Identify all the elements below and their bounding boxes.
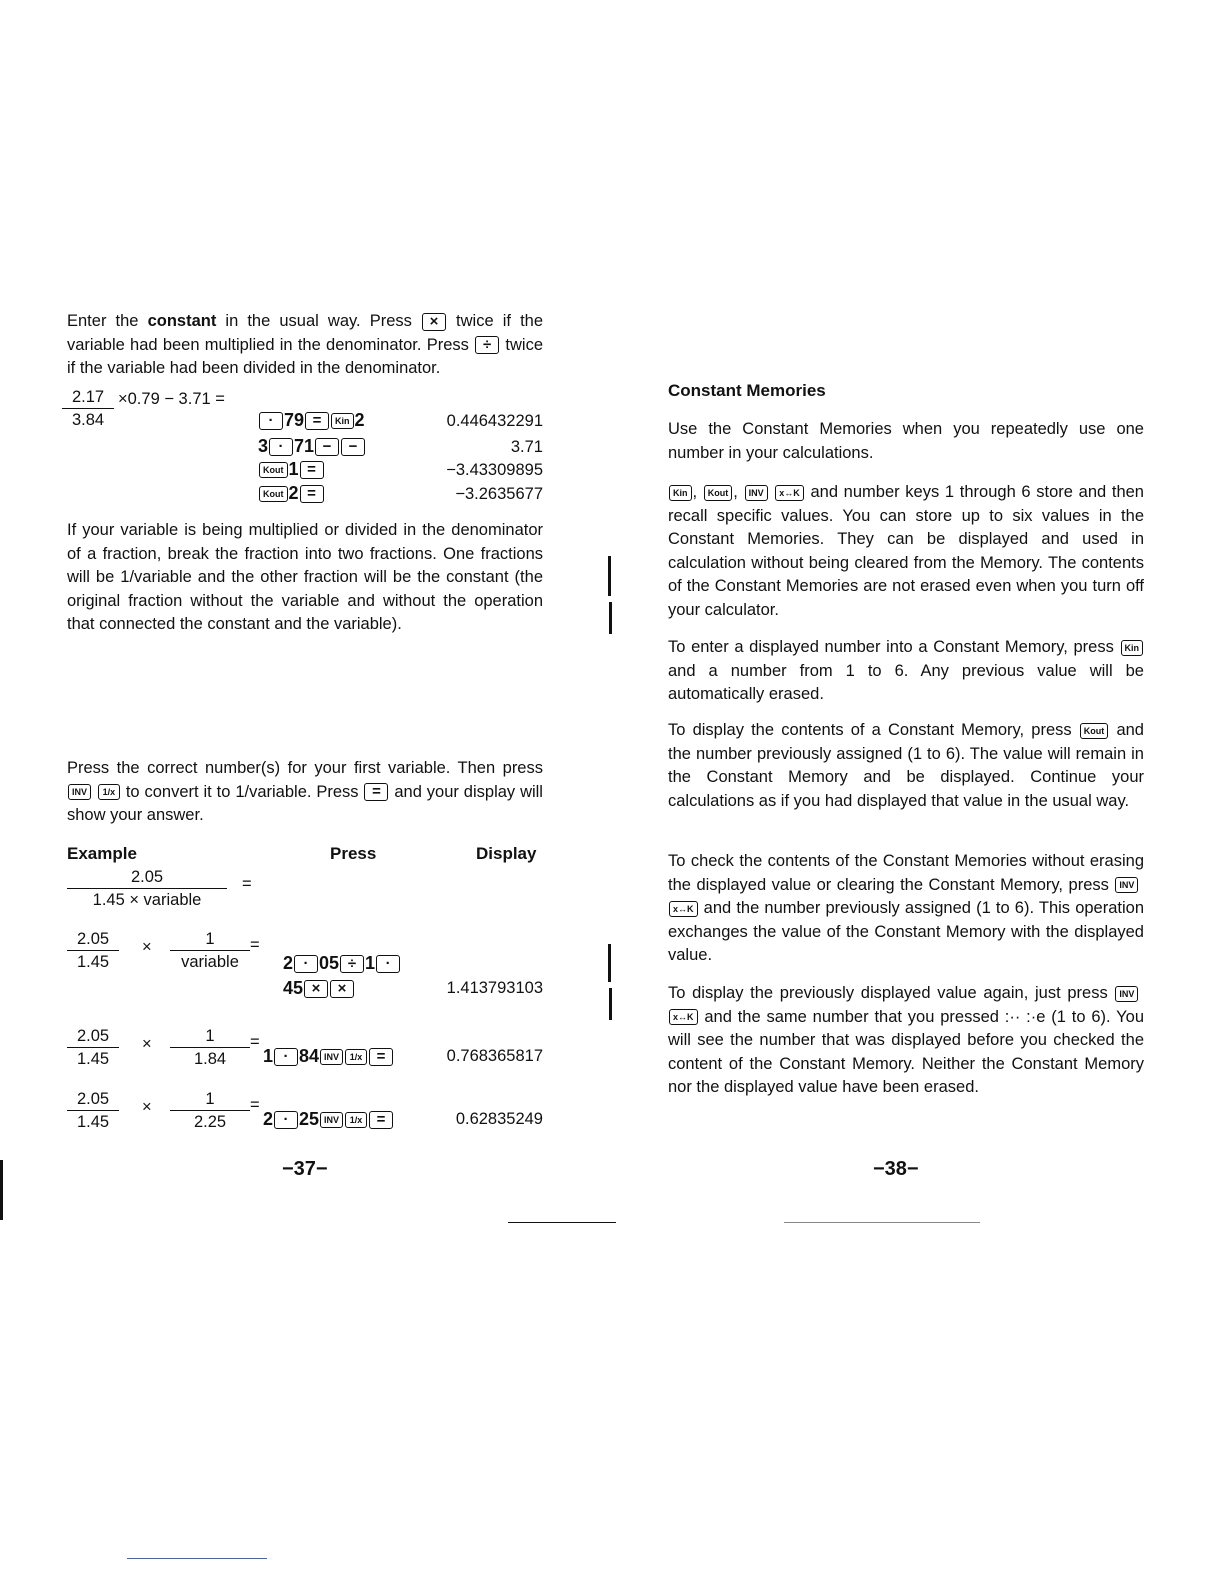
fraction-denominator: variable [181, 953, 239, 971]
fraction-variable [170, 928, 250, 973]
top-row-2-key-2: = [300, 461, 324, 479]
display-value: 1.413793103 [446, 979, 543, 997]
top-display-value: −3.2635677 [455, 485, 543, 503]
ex2-l1-key-4: 1/x [345, 1112, 367, 1128]
ex2-l1-digits-2: 25 [299, 1109, 320, 1129]
p3-text-c: and your display will show your answer. [67, 782, 543, 824]
top-display-value: −3.43309895 [446, 461, 543, 479]
top-press-row [258, 459, 325, 480]
ex2-l1-key-3: INV [320, 1112, 343, 1128]
p2-bold-constant: constant [147, 312, 217, 330]
sep-1: , [692, 483, 698, 501]
p6-right-a: To display the previously displayed value again, just press [668, 984, 1115, 1002]
ex0-l1-digits-2: 05 [319, 953, 340, 973]
p6-right-b: and the same number that you pressed :·· :·e (1 to 6). You will see the number that was displayed before you checked the content of the Constant Memory. Neither the Constant Memory nor the displayed value have been erased. [668, 1007, 1144, 1096]
ex1-l1-key-5: = [369, 1048, 393, 1066]
top-display-value: 3.71 [510, 438, 543, 456]
ex1-l1-key-4: 1/x [345, 1049, 367, 1065]
fraction-constant [67, 1025, 119, 1070]
p3-text-a: Press the correct number(s) for your first variable. Then press [67, 759, 543, 777]
p4-right-a: To display the contents of a Constant Memory, press [668, 721, 1079, 739]
top-row-0-key-0: · [259, 412, 283, 430]
p2-right-text: and number keys 1 through 6 store and then recall specific values. You can store up to six values in the Constant Memories. They can be displayed and used in calculation without being cleared from the Memory. The contents of the Constant Memories are not erased even when you turn off your calculator. [668, 483, 1144, 619]
paragraph-check-memory [668, 850, 1144, 968]
fraction-numerator: 1 [170, 928, 250, 951]
ex0-l1-digits-0: 2 [283, 953, 294, 973]
paragraph-enter-memory [668, 636, 1144, 707]
top-row-2-digits-1: 1 [288, 459, 299, 479]
inv-key-2: INV [745, 485, 768, 501]
paragraph-display-memory [668, 719, 1144, 813]
edge-mark [0, 1160, 3, 1220]
gutter-mark-3 [608, 944, 611, 982]
top-row-0-digits-4: 2 [354, 410, 365, 430]
ex0-l1-key-5: · [376, 955, 400, 973]
kout-key-2: Kout [1080, 723, 1109, 739]
p2-text-c: twice if the variable had been multiplied in the denominator. Press [67, 312, 544, 354]
fraction-constant [67, 928, 119, 973]
fraction-variable [170, 1088, 250, 1133]
top-row-1-key-1: · [269, 438, 293, 456]
kin-key-2: Kin [1121, 640, 1144, 656]
exchange-key: x↔K [775, 485, 804, 501]
paragraph-display-previous [668, 982, 1144, 1100]
ex2-l1-key-5: = [369, 1111, 393, 1129]
p2-text-d: twice if the variable had been divided in the denominator. [67, 335, 543, 377]
top-row-1-key-3: − [315, 438, 339, 456]
times-sign: × [142, 1035, 152, 1053]
press-sequence [283, 953, 401, 974]
top-example-fraction [62, 386, 114, 431]
fraction-numerator: 2.05 [67, 928, 119, 951]
p5-right-b: and the number previously assigned (1 to 6). This operation exchanges the value of the Constant Memory with the displayed value. [668, 899, 1144, 964]
top-row-0-digits-1: 79 [284, 410, 305, 430]
ex2-l1-key-1: · [274, 1111, 298, 1129]
ex0-l1-key-3: ÷ [340, 955, 364, 973]
top-row-0-key-3: Kin [331, 413, 354, 429]
exchange-key-2: x↔K [669, 901, 698, 917]
divide-key: ÷ [475, 336, 499, 354]
paragraph-intro: Use the Constant Memories when you repeatedly use one number in your calculations. [668, 420, 1144, 462]
paragraph-keys [668, 481, 1144, 622]
top-display-value: 0.446432291 [446, 412, 543, 430]
top-row-0-key-2: = [305, 412, 329, 430]
times-sign: × [142, 938, 152, 956]
ex1-l1-key-1: · [274, 1048, 298, 1066]
example-numerator: 2.05 [67, 866, 227, 889]
bottom-rule-left [508, 1222, 616, 1223]
top-row-1-key-4: − [341, 438, 365, 456]
p5-right-a: To check the contents of the Constant Memories without erasing the displayed value or clearing the Constant Memory, press [668, 852, 1144, 894]
paragraph-first-variable [67, 757, 543, 828]
top-row-3-key-2: = [300, 485, 324, 503]
equals-sign: = [250, 1096, 260, 1114]
kin-key: Kin [669, 485, 692, 501]
ex0-l1-key-1: · [294, 955, 318, 973]
display-value: 0.62835249 [455, 1110, 543, 1128]
ex0-l2-key-1: × [304, 980, 328, 998]
ex1-l1-digits-2: 84 [299, 1046, 320, 1066]
top-fraction-denominator: 3.84 [72, 411, 105, 429]
p2-text-a: Enter the [67, 312, 148, 330]
fraction-denominator: 1.45 [77, 953, 110, 971]
top-row-2-key-0: Kout [259, 462, 288, 478]
p2-text-b: in the usual way. Press [216, 312, 421, 330]
fraction-denominator: 2.25 [193, 1113, 227, 1131]
header-example: Example [67, 844, 137, 863]
ex0-l2-key-2: × [330, 980, 354, 998]
fraction-numerator: 2.05 [67, 1025, 119, 1048]
header-press: Press [330, 844, 377, 863]
example-equals: = [242, 875, 252, 893]
page-number-right: −38− [873, 1158, 919, 1180]
p4-right-b: and the number previously assigned (1 to 6). The value will remain in the Constant Memory and be displayed. Continue your calculations as if you had displayed that value in the usual way. [668, 721, 1144, 810]
fraction-constant [67, 1088, 119, 1133]
multiply-key: × [422, 313, 446, 331]
fraction-numerator: 1 [170, 1025, 250, 1048]
gutter-mark-4 [609, 988, 612, 1020]
ex2-l1-digits-0: 2 [263, 1109, 274, 1129]
fraction-variable [170, 1025, 250, 1070]
ex0-l2-digits-0: 45 [283, 978, 304, 998]
top-row-3-key-0: Kout [259, 486, 288, 502]
fraction-numerator: 2.05 [67, 1088, 119, 1111]
times-sign: × [142, 1098, 152, 1116]
paragraph-variable-denominator: If your variable is being multiplied or divided in the denominator of a fraction, break the fraction into two fractions. One fractions will be 1/variable and the other fraction will be the constant (the original fraction without the variable and without the operation that connected the constant and the variable). [67, 521, 543, 633]
top-row-1-digits-2: 71 [294, 436, 315, 456]
equals-sign: = [250, 936, 260, 954]
exchange-key-3: x↔K [669, 1009, 698, 1025]
top-press-row [258, 483, 325, 504]
example-denominator: 1.45 × variable [92, 891, 202, 909]
inv-key-3: INV [1115, 877, 1138, 893]
fraction-denominator: 1.45 [77, 1113, 110, 1131]
kout-key: Kout [704, 485, 733, 501]
example-fraction [67, 866, 227, 911]
fraction-numerator: 1 [170, 1088, 250, 1111]
top-fraction-rest: ×0.79 − 3.71 = [118, 390, 225, 408]
blue-rule [127, 1558, 267, 1559]
ex0-l1-digits-4: 1 [365, 953, 376, 973]
top-row-3-digits-1: 2 [288, 483, 299, 503]
page-number-left: −37− [282, 1158, 328, 1180]
fraction-denominator: 1.45 [77, 1050, 110, 1068]
bottom-rule-right [784, 1222, 980, 1223]
top-fraction-numerator: 2.17 [62, 386, 114, 409]
equals-sign: = [250, 1033, 260, 1051]
ex1-l1-digits-0: 1 [263, 1046, 274, 1066]
equals-key: = [364, 783, 388, 801]
inv-key: INV [68, 784, 91, 800]
inv-key-4: INV [1115, 986, 1138, 1002]
ex1-l1-key-3: INV [320, 1049, 343, 1065]
reciprocal-key: 1/x [98, 784, 120, 800]
paragraph-enter-constant [67, 310, 543, 381]
gutter-mark-2 [609, 602, 612, 634]
sep-2: , [733, 483, 738, 501]
p3-right-a: To enter a displayed number into a Constant Memory, press [668, 638, 1120, 656]
fraction-denominator: 1.84 [193, 1050, 227, 1068]
header-display: Display [476, 844, 537, 863]
p3-right-b: and a number from 1 to 6. Any previous value will be automatically erased. [668, 661, 1144, 703]
top-row-1-digits-0: 3 [258, 436, 269, 456]
p3-text-b: to convert it to 1/variable. Press [120, 782, 364, 801]
display-value: 0.768365817 [446, 1047, 543, 1065]
section-heading: Constant Memories [668, 381, 826, 400]
gutter-mark-1 [608, 556, 611, 596]
